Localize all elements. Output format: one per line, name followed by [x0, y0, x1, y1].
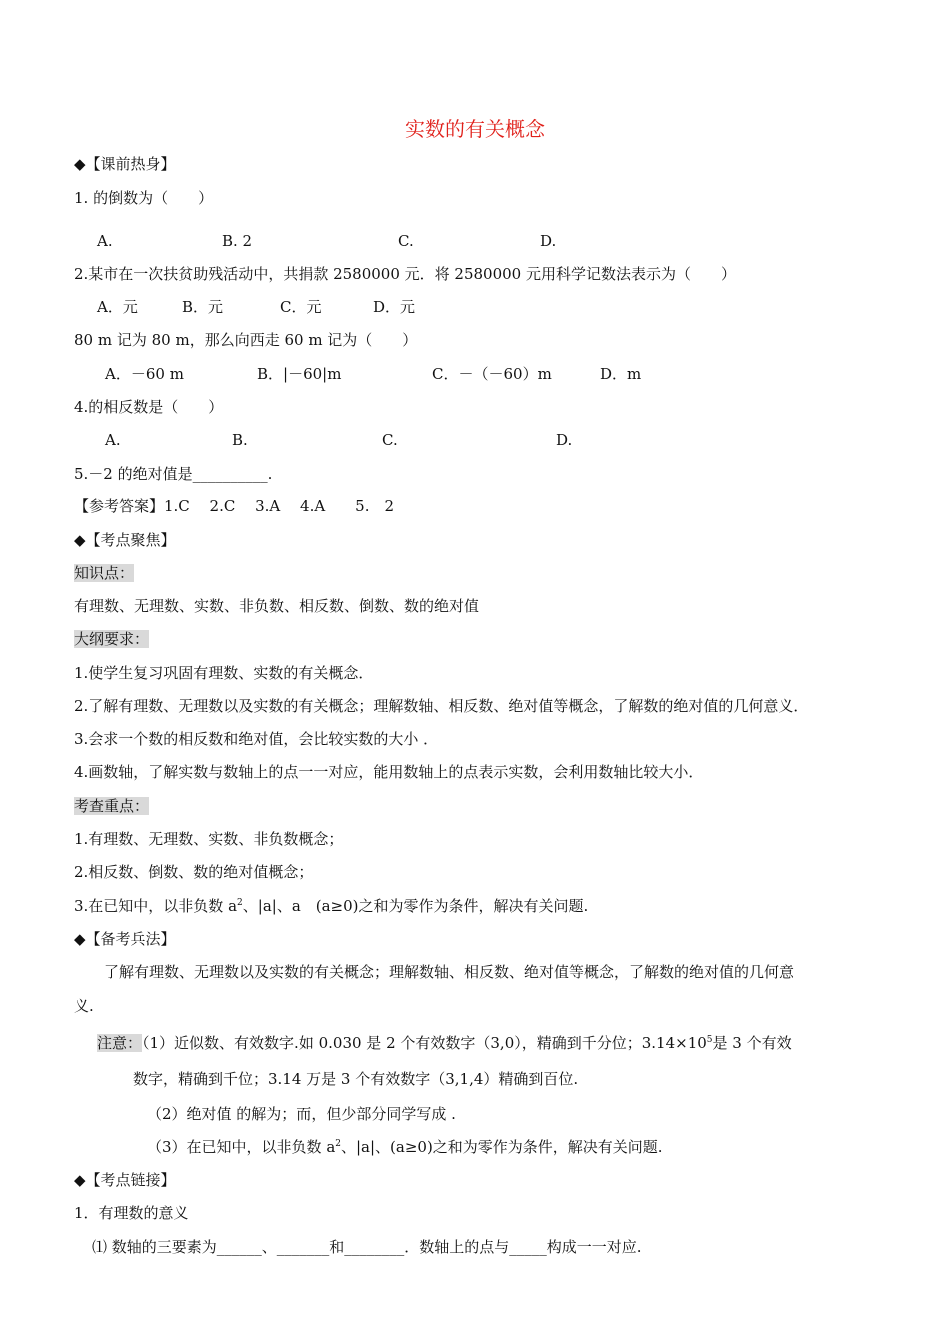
question-3: 80 m 记为 80 m，那么向西走 60 m 记为（ ）	[74, 331, 418, 349]
q4-option-c: C.	[382, 431, 398, 449]
syllabus-item-4: 4.画数轴，了解实数与数轴上的点一一对应，能用数轴上的点表示实数，会利用数轴比较大小．	[74, 763, 704, 781]
method-paragraph: 了解有理数、无理数以及实数的有关概念；理解数轴、相反数、绝对值等概念，了解数的绝对值的几何意	[104, 963, 795, 981]
question-1: 1. 的倒数为（ ）	[74, 189, 214, 207]
q3-option-b: B．|－60|m	[257, 365, 342, 383]
question-2: 2.某市在一次扶贫助残活动中，共捐款 2580000 元．将 2580000 元用科学记数法表示为（ ）	[74, 265, 736, 283]
question-4: 4.的相反数是（ ）	[74, 398, 224, 416]
q2-option-d: D．元	[373, 298, 416, 316]
q1-option-b: B. 2	[222, 232, 253, 250]
q3-option-c: C．－（－60）m	[432, 365, 552, 383]
note-3-text-a: （3）在已知中，以非负数 a	[147, 1138, 336, 1156]
note-1-continued: 数字，精确到千位；3.14 万是 3 个有效数字（3,1,4）精确到百位.	[133, 1070, 579, 1088]
reference-answers: 【参考答案】1.C 2.C 3.A 4.A 5. 2	[74, 497, 395, 515]
note-2: （2）绝对值 的解为；而，但少部分同学写成 .	[147, 1105, 456, 1123]
q1-option-d: D.	[540, 232, 557, 250]
key-point-3-exponent: 2	[237, 898, 243, 908]
method-paragraph-end: 义.	[74, 997, 94, 1015]
link-item-1: 1．有理数的意义	[74, 1204, 189, 1222]
q4-option-a: A.	[105, 431, 121, 449]
q1-option-c: C.	[398, 232, 414, 250]
key-point-3-text-b: 、|a|、a (a≥0)之和为零作为条件，解决有关问题.	[242, 897, 589, 915]
key-point-3-text-a: 3.在已知中，以非负数 a	[74, 897, 238, 915]
key-point-2: 2.相反数、倒数、数的绝对值概念；	[74, 863, 314, 881]
q3-option-a: A．－60 m	[105, 365, 184, 383]
key-point-3	[74, 896, 588, 916]
syllabus-item-2: 2.了解有理数、无理数以及实数的有关概念；理解数轴、相反数、绝对值等概念，了解数的绝对值的几何意义．	[74, 697, 809, 715]
q2-option-c: C．元	[280, 298, 322, 316]
q4-option-b: B.	[232, 431, 248, 449]
knowledge-points: 有理数、无理数、实数、非负数、相反数、倒数、数的绝对值	[74, 597, 480, 615]
q3-option-d: D．m	[600, 365, 642, 383]
q2-option-a: A．元	[97, 298, 138, 316]
section-heading-method: ◆【备考兵法】	[74, 930, 176, 948]
section-heading-link: ◆【考点链接】	[74, 1171, 176, 1189]
syllabus-item-3: 3.会求一个数的相反数和绝对值，会比较实数的大小 ．	[74, 730, 439, 748]
q2-option-b: B．元	[182, 298, 224, 316]
section-heading-focus: ◆【考点聚焦】	[74, 531, 176, 549]
note-3	[147, 1137, 663, 1157]
q4-option-d: D.	[556, 431, 573, 449]
note-1-text-b: 是 3 个有效	[712, 1034, 792, 1052]
note-1-text-a: （1）近似数、有效数字.如 0.030 是 2 个有效数字（3,0），精确到千分位；3.14×10	[142, 1034, 707, 1052]
key-point-1: 1.有理数、无理数、实数、非负数概念；	[74, 830, 344, 848]
section-heading-warmup: ◆【课前热身】	[74, 155, 176, 173]
note-3-text-b: 、|a|、(a≥0)之和为零作为条件，解决有关问题.	[341, 1138, 663, 1156]
knowledge-label: 知识点：	[74, 564, 135, 582]
syllabus-item-1: 1.使学生复习巩固有理数、实数的有关概念．	[74, 664, 374, 682]
note-1	[97, 1033, 792, 1053]
link-item-1-sub: ⑴ 数轴的三要素为______、_______和________．数轴上的点与_____构成一一对应.	[92, 1238, 642, 1256]
question-5: 5.－2 的绝对值是__________.	[74, 465, 273, 483]
key-points-label: 考查重点：	[74, 797, 150, 815]
page-title: 实数的有关概念	[405, 117, 545, 141]
note-3-exponent: 2	[335, 1139, 341, 1149]
note-1-exponent: 5	[706, 1035, 713, 1045]
q1-option-a: A.	[97, 232, 113, 250]
note-label: 注意：	[97, 1034, 143, 1052]
syllabus-label: 大纲要求：	[74, 630, 150, 648]
